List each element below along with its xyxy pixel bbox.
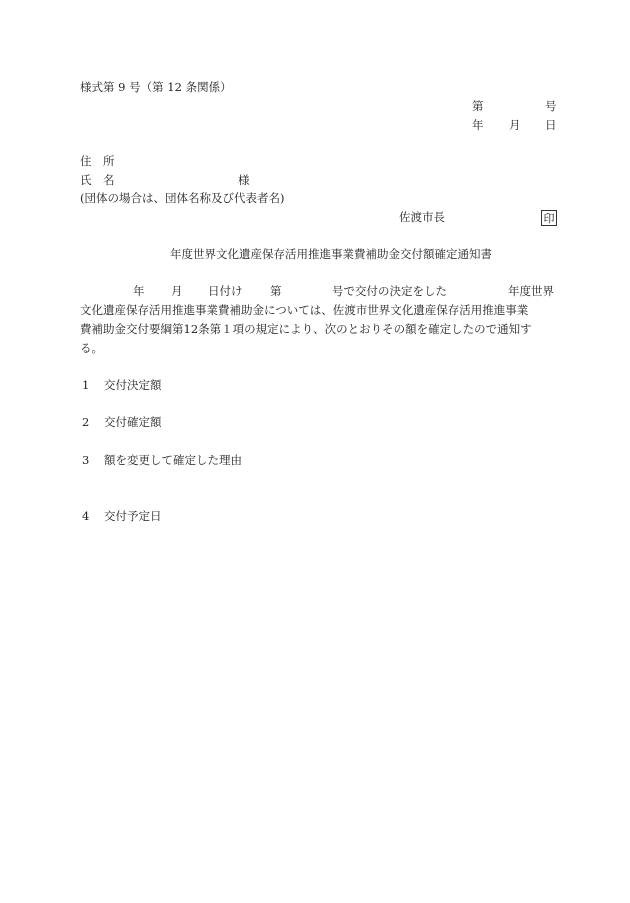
doc-number-suffix: 号 bbox=[545, 99, 557, 113]
doc-number-prefix: 第 bbox=[472, 99, 484, 113]
item-4-label: 交付予定日 bbox=[104, 509, 162, 523]
body-month: 月 bbox=[171, 284, 183, 298]
honorific: 様 bbox=[238, 173, 250, 187]
name-label: 氏 名 bbox=[80, 173, 115, 187]
body-line1-tail: 年度世界 bbox=[508, 284, 554, 298]
form-number: 様式第 9 号（第 12 条関係） bbox=[80, 80, 232, 94]
item-1-number: 1 bbox=[82, 378, 90, 392]
address-label: 住 所 bbox=[80, 154, 115, 168]
item-2-label: 交付確定額 bbox=[104, 415, 162, 429]
item-3-number: 3 bbox=[82, 453, 90, 467]
body-line4: る。 bbox=[80, 341, 103, 355]
item-4-number: 4 bbox=[82, 509, 90, 523]
body-line3: 費補助金交付要綱第12条第１項の規定により、次のとおりその額を確定したので通知す bbox=[80, 322, 532, 336]
date-month: 月 bbox=[509, 118, 521, 132]
document-title: 年度世界文化遺産保存活用推進事業費補助金交付額確定通知書 bbox=[170, 247, 492, 261]
date-day: 日 bbox=[545, 118, 557, 132]
item-3-label: 額を変更して確定した理由 bbox=[104, 453, 242, 467]
item-2-number: 2 bbox=[82, 415, 90, 429]
body-decision-text: 号で交付の決定をした bbox=[332, 284, 447, 298]
body-year: 年 bbox=[133, 284, 145, 298]
seal-mark bbox=[541, 210, 557, 226]
org-note: (団体の場合は、団体名称及び代表者名) bbox=[80, 191, 285, 205]
body-no: 第 bbox=[270, 284, 282, 298]
body-line2: 文化遺産保存活用推進事業費補助金については、佐渡市世界文化遺産保存活用推進事業 bbox=[80, 303, 529, 317]
date-year: 年 bbox=[472, 118, 484, 132]
body-dated: 日付け bbox=[208, 284, 243, 298]
seal-text: 印 bbox=[543, 211, 555, 225]
issuer-title: 佐渡市長 bbox=[399, 210, 445, 224]
item-1-label: 交付決定額 bbox=[104, 378, 162, 392]
